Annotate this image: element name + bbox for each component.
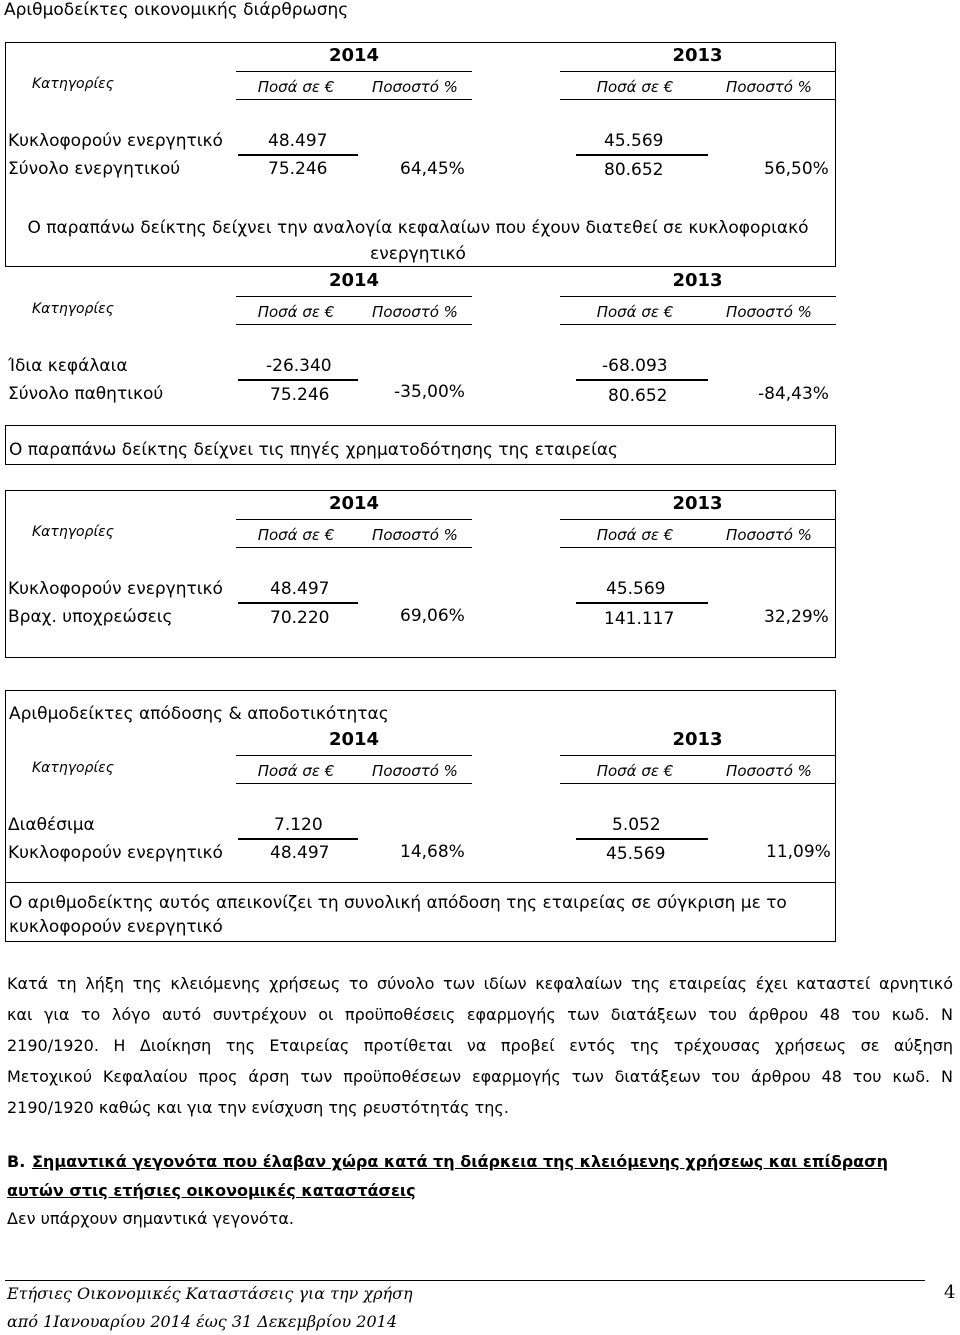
amount-header: Ποσά σε € [596, 303, 674, 321]
value-2013: 141.117 [604, 609, 675, 629]
year-2014-header: 2014 [328, 270, 380, 291]
category-header: Κατηγορίες [32, 760, 114, 776]
value-2014: 75.246 [268, 159, 328, 179]
row-label: Σύνολο ενεργητικού [8, 159, 181, 179]
percent-header: Ποσοστό % [726, 303, 812, 321]
value-2013: -68.093 [602, 356, 668, 376]
paragraph-line: 2190/1920 καθώς και για την ενίσχυση της ρευστότητάς της. [7, 1098, 509, 1117]
row-label: Σύνολο παθητικού [8, 384, 164, 404]
body-paragraph [7, 968, 953, 1123]
paragraph-line: Μετοχικού Κεφαλαίου προς άρση των προϋποθέσεων εφαρμογής των διατάξεων του άρθρου 48 του κωδ. Ν [7, 1067, 953, 1086]
year-2014-header: 2014 [328, 493, 380, 514]
section-b-title: Σημαντικά γεγονότα που έλαβαν χώρα κατά τη διάρκεια της κλειόμενης χρήσεως και επίδραση [32, 1152, 889, 1171]
ratio-note: κυκλοφορούν ενεργητικό [9, 917, 223, 937]
year-2013-header: 2013 [672, 729, 723, 750]
value-2014: 48.497 [268, 131, 328, 151]
category-header: Κατηγορίες [32, 524, 114, 540]
section-b-title: αυτών στις ετήσιες οικονομικές καταστάσεις [7, 1181, 416, 1200]
ratio-2013: 56,50% [764, 159, 829, 179]
percent-header: Ποσοστό % [726, 78, 812, 96]
paragraph-line: Κατά τη λήξη της κλειόμενης χρήσεως το σύνολο των ιδίων κεφαλαίων της εταιρείας έχει καταστεί αρνητικό [7, 974, 953, 993]
ratio-2013: -84,43% [758, 384, 829, 404]
ratio-2014: 64,45% [400, 159, 465, 179]
percent-header: Ποσοστό % [372, 78, 458, 96]
row-label: Κυκλοφορούν ενεργητικό [8, 579, 223, 599]
footer-line: από 1Ιανουαρίου 2014 έως 31 Δεκεμβρίου 2014 [7, 1312, 397, 1331]
value-2014: 48.497 [270, 843, 330, 863]
ratio-2014: 69,06% [400, 606, 465, 626]
amount-header: Ποσά σε € [257, 78, 335, 96]
percent-header: Ποσοστό % [726, 762, 812, 780]
ratio-2013: 11,09% [766, 842, 831, 862]
amount-header: Ποσά σε € [257, 303, 335, 321]
paragraph-line: και για το λόγο αυτό συντρέχουν οι προϋποθέσεις εφαρμογής των διατάξεων του άρθρου 48 του κωδ. Ν [7, 1005, 953, 1024]
year-2013-header: 2013 [672, 270, 723, 291]
value-2013: 45.569 [606, 844, 666, 864]
paragraph-line: 2190/1920. Η Διοίκηση της Εταιρείας προτίθεται να προβεί εντός της τρέχουσας χρήσεως σε αύξηση [7, 1036, 953, 1055]
value-2013: 5.052 [612, 815, 661, 835]
amount-header: Ποσά σε € [596, 762, 674, 780]
category-header: Κατηγορίες [32, 76, 114, 92]
category-header: Κατηγορίες [32, 301, 114, 317]
section-title: Αριθμοδείκτες απόδοσης & αποδοτικότητας [9, 704, 389, 724]
amount-header: Ποσά σε € [257, 762, 335, 780]
ratio-2013: 32,29% [764, 607, 829, 627]
section-letter: B. [7, 1152, 26, 1171]
ratio-note: ενεργητικό [370, 244, 466, 264]
year-2014-header: 2014 [328, 45, 380, 66]
percent-header: Ποσοστό % [726, 526, 812, 544]
value-2013: 80.652 [604, 160, 664, 180]
amount-header: Ποσά σε € [257, 526, 335, 544]
row-label: Κυκλοφορούν ενεργητικό [8, 131, 223, 151]
ratio-2014: -35,00% [394, 382, 465, 402]
row-label: Διαθέσιμα [8, 815, 95, 835]
ratio-note: Ο παραπάνω δείκτης δείχνει τις πηγές χρηματοδότησης της εταιρείας [9, 440, 619, 460]
value-2013: 45.569 [606, 579, 666, 599]
ratio-note: Ο παραπάνω δείκτης δείχνει την αναλογία κεφαλαίων που έχουν διατεθεί σε κυκλοφοριακό [27, 218, 809, 238]
value-2014: 7.120 [274, 815, 323, 835]
percent-header: Ποσοστό % [372, 762, 458, 780]
row-label: Βραχ. υποχρεώσεις [8, 607, 173, 627]
year-2014-header: 2014 [328, 729, 380, 750]
ratio-2014: 14,68% [400, 842, 465, 862]
percent-header: Ποσοστό % [372, 303, 458, 321]
footer-rule [5, 1280, 925, 1281]
year-2013-header: 2013 [672, 45, 723, 66]
value-2013: 80.652 [608, 386, 668, 406]
percent-header: Ποσοστό % [372, 526, 458, 544]
value-2014: -26.340 [266, 356, 332, 376]
year-2013-header: 2013 [672, 493, 723, 514]
ratio-table-3 [5, 490, 836, 658]
value-2014: 75.246 [270, 385, 330, 405]
section-b-body: Δεν υπάρχουν σημαντικά γεγονότα. [7, 1209, 294, 1228]
value-2014: 48.497 [270, 579, 330, 599]
page-title: Αριθμοδείκτες οικονομικής διάρθρωσης [4, 0, 349, 20]
page-number: 4 [944, 1282, 956, 1303]
amount-header: Ποσά σε € [596, 526, 674, 544]
value-2014: 70.220 [270, 608, 330, 628]
amount-header: Ποσά σε € [596, 78, 674, 96]
ratio-note: Ο αριθμοδείκτης αυτός απεικονίζει τη συνολική απόδοση της εταιρείας σε σύγκριση με το [9, 893, 787, 913]
footer-line: Ετήσιες Οικονομικές Καταστάσεις για την χρήση [7, 1284, 413, 1303]
row-label: Κυκλοφορούν ενεργητικό [8, 843, 223, 863]
value-2013: 45.569 [604, 131, 664, 151]
row-label: Ίδια κεφάλαια [8, 356, 128, 376]
